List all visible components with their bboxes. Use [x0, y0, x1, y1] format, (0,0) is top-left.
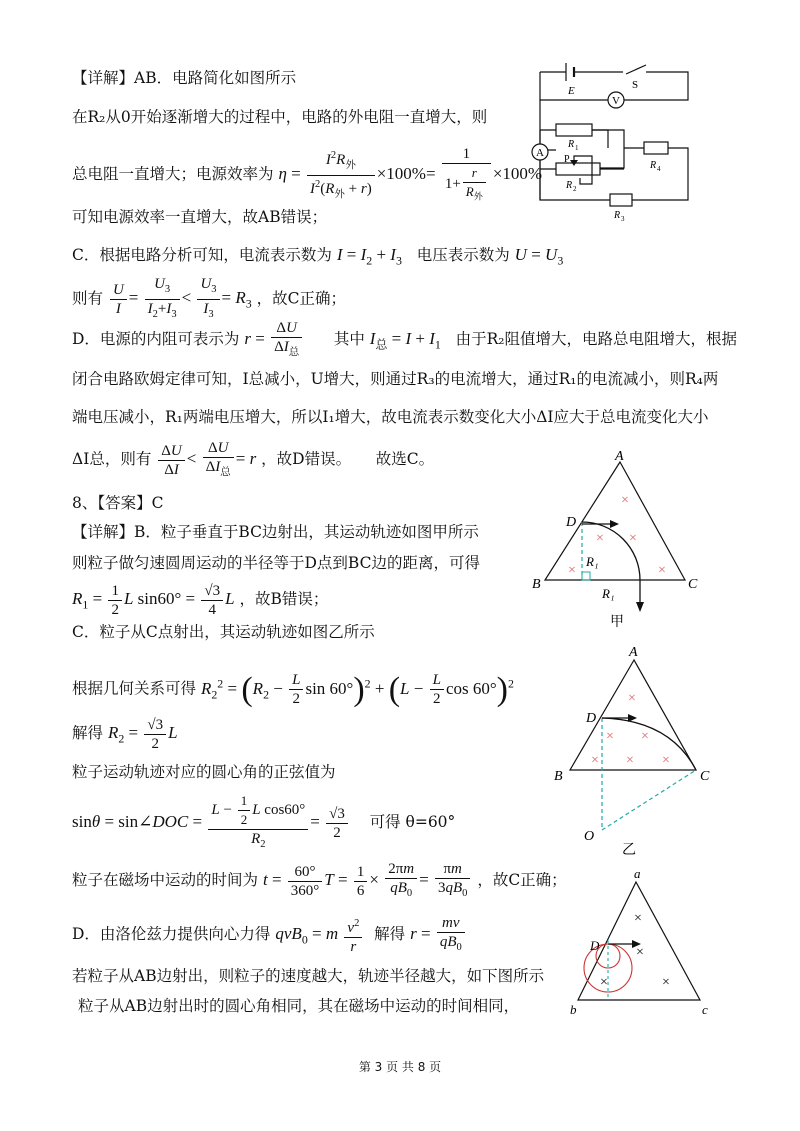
exit-arrow [636, 602, 644, 612]
vertex-a: A [629, 645, 638, 660]
answer-8: 8、【答案】C [72, 494, 164, 512]
center-o: O [584, 829, 595, 844]
vertex-c: C [700, 769, 710, 784]
field-mark: × [626, 753, 634, 768]
text-line: 则粒子做匀速圆周运动的半径等于D点到BC边的距离，可得 [72, 554, 480, 572]
text-segment: 由于R₂阻值增大，电路总电阻增大，根据 [455, 330, 737, 348]
current-formula: $I = I_2 + I_3$ [336, 245, 402, 268]
battery-label: E [568, 85, 575, 97]
text-segment: D．电源的内阻可表示为 [72, 330, 240, 348]
field-marks [600, 911, 670, 990]
vertex-b: b [570, 1002, 577, 1017]
circuit-wire [540, 130, 556, 200]
text-segment: ，故C正确； [477, 871, 567, 889]
field-mark: × [568, 563, 576, 578]
field-mark: × [629, 531, 637, 546]
vertex-a: a [634, 866, 641, 881]
radius-label-below: R₁ [602, 586, 615, 601]
r2-label: R [566, 180, 573, 191]
text-line: 若粒子从AB边射出，则粒子的速度越大，轨迹半径越大，如下图所示 [72, 967, 545, 985]
internal-resistance-line [72, 318, 737, 360]
text-segment: D．由洛伦兹力提供向心力得 [72, 925, 271, 943]
field-mark: × [641, 729, 649, 744]
field-mark: × [628, 691, 636, 706]
text-line: 端电压减小，R₁两端电压增大，所以I₁增大，故电流表示数变化大小ΔI应大于总电流变化大小 [72, 408, 709, 426]
slider-label: P [564, 154, 570, 165]
r1-subscript: 1 [575, 144, 579, 152]
itotal-formula: $I_总 = I + I_1$ [369, 329, 441, 352]
text-segment: ，故B错误； [239, 590, 329, 608]
point-d: D [566, 515, 577, 530]
text-line: 可知电源效率一直增大，故AB错误； [72, 208, 328, 226]
resistor-r2 [556, 163, 600, 175]
text-line: 粒子从AB边射出时的圆心角相同，其在磁场中运动的时间相同， [78, 997, 520, 1015]
text-segment: ，故D错误。 [261, 450, 352, 468]
r2-subscript: 2 [573, 185, 577, 193]
r-formula: r = $\frac{\Delta U}{\Delta I_总}$ [244, 329, 304, 348]
ratio-line [72, 275, 347, 320]
text-segment: 则有 [72, 289, 104, 308]
field-mark: × [606, 729, 614, 744]
field-mark: × [621, 493, 629, 508]
sine-formula: sinθ = sin∠DOC = L − $\frac{1}{2}$ L cos60° $R_2$ = $\frac{√3}{2}$ [72, 812, 350, 831]
r3-label: R [614, 210, 621, 221]
text-segment: 解得 [72, 724, 104, 742]
vertex-c: c [702, 1002, 708, 1017]
circuit-wire [592, 130, 608, 148]
geometry-line [72, 660, 514, 706]
r1-label: R [568, 139, 575, 150]
text-line: 在R₂从0开始逐渐增大的过程中，电路的外电阻一直增大，则 [72, 108, 488, 126]
vertex-c: C [688, 577, 698, 592]
text-segment: 总电阻一直增大；电源效率为 [72, 165, 274, 184]
text-segment: 其中 [333, 330, 365, 348]
resistor-r1 [556, 124, 592, 136]
text-line: 【详解】B．粒子垂直于BC边射出，其运动轨迹如图甲所示 [72, 523, 479, 541]
voltage-formula: $U = U_3$ [514, 245, 564, 268]
conclusion-line [72, 437, 434, 481]
text-segment: C．根据电路分析可知，电流表示数为 [72, 246, 332, 264]
point-d: D [590, 938, 600, 953]
efficiency-formula: η = $\frac{I^2R_外}{I^2(R_外 + r)}$ ×100%= 1 1+ $\frac{r}{R_外}$ ×100% [278, 146, 543, 202]
time-formula: t = $\frac{60^\circ}{360^\circ}$ T = $\frac{1}{6}$ × $\frac{2\pi m}{qB_0}$ = $\frac{\pi m}{3qB_0}$ [263, 870, 472, 889]
time-line [72, 858, 567, 902]
resistor-r3 [610, 194, 632, 206]
r2-formula: $R_2$ = $\frac{√3}{2}$ L [107, 716, 178, 752]
radius-oc [602, 770, 696, 830]
r4-subscript: 4 [657, 165, 661, 173]
vertex-b: B [532, 577, 541, 592]
text-segment: 故选C。 [375, 450, 435, 468]
radius-formula: r = $\frac{mv}{qB_0}$ [410, 924, 467, 943]
ratio-formula: $\frac{U}{I}$ = $\frac{U_3}{I_2+I_3}$ < $\frac{U_3}{I_3}$ = $R_3$ [108, 288, 252, 307]
text-segment: 可得 θ=60° [369, 812, 456, 831]
figure-three [568, 868, 718, 1018]
efficiency-line [72, 145, 543, 202]
r1-formula: $R_1$ = $\frac{1}{2}$ L sin60° = $\frac{√3}{4}$ L [72, 582, 235, 618]
switch-label: S [632, 79, 639, 91]
text-line: 粒子运动轨迹对应的圆心角的正弦值为 [72, 763, 336, 781]
figure-yi [550, 640, 720, 860]
figure-jia [530, 449, 720, 632]
ammeter-line [72, 245, 563, 270]
text-line: 闭合电路欧姆定律可知，I总减小，U增大，则通过R₃的电流增大，通过R₁的电流减小，则R₄两 [72, 370, 719, 388]
voltmeter-label: V [612, 95, 620, 107]
page-footer: 第 3 页 共 8 页 [358, 1060, 442, 1074]
circuit-diagram [528, 60, 698, 223]
text-segment: 电压表示数为 [416, 246, 510, 264]
field-mark: × [591, 753, 599, 768]
text-segment: 粒子在磁场中运动的时间为 [72, 871, 259, 889]
text-segment: ，故C正确； [256, 289, 347, 308]
radius-label: R₁ [586, 554, 599, 569]
r1-line [72, 578, 328, 620]
r4-label: R [650, 160, 657, 171]
field-mark: × [634, 911, 642, 926]
velocity-arrow [628, 714, 637, 722]
sine-line [72, 792, 455, 850]
solve-r2-line [72, 712, 178, 754]
resistor-r4 [644, 142, 668, 154]
text-line: C．粒子从C点射出，其运动轨迹如图乙所示 [72, 623, 375, 641]
field-mark: × [596, 531, 604, 546]
text-segment: 解得 [374, 925, 406, 943]
right-angle-mark [582, 572, 590, 580]
field-mark: × [658, 563, 666, 578]
vertex-a: A [615, 449, 624, 464]
field-mark: × [636, 945, 644, 960]
text-segment: 根据几何关系可得 [72, 679, 197, 698]
figure-caption-yi: 乙 [622, 843, 636, 858]
field-marks [568, 493, 666, 578]
point-d: D [586, 711, 597, 726]
ammeter-label: A [536, 147, 544, 159]
detail-heading-ab: 【详解】AB．电路简化如图所示 [72, 69, 297, 87]
field-mark: × [600, 975, 608, 990]
figure-caption-jia: 甲 [610, 615, 624, 630]
lorentz-line [72, 912, 467, 956]
field-mark: × [662, 753, 670, 768]
text-segment: ΔI总，则有 [72, 450, 152, 468]
r3-subscript: 3 [621, 215, 625, 223]
delta-formula: $\frac{\Delta U}{\Delta I}$ < $\frac{\Delta U}{\Delta I_总}$ = r [156, 449, 256, 468]
r2-square-formula: $R_2^2 = (R_2$ − $\frac{L}{2}$ sin 60°)$^2$ + (L − $\frac{L}{2}$ cos 60°)$^2$ [200, 670, 514, 708]
vertex-b: B [554, 769, 563, 784]
field-mark: × [662, 975, 670, 990]
lorentz-formula: qvB$_0$ = m $\frac{v^2}{r}$ [275, 924, 364, 943]
